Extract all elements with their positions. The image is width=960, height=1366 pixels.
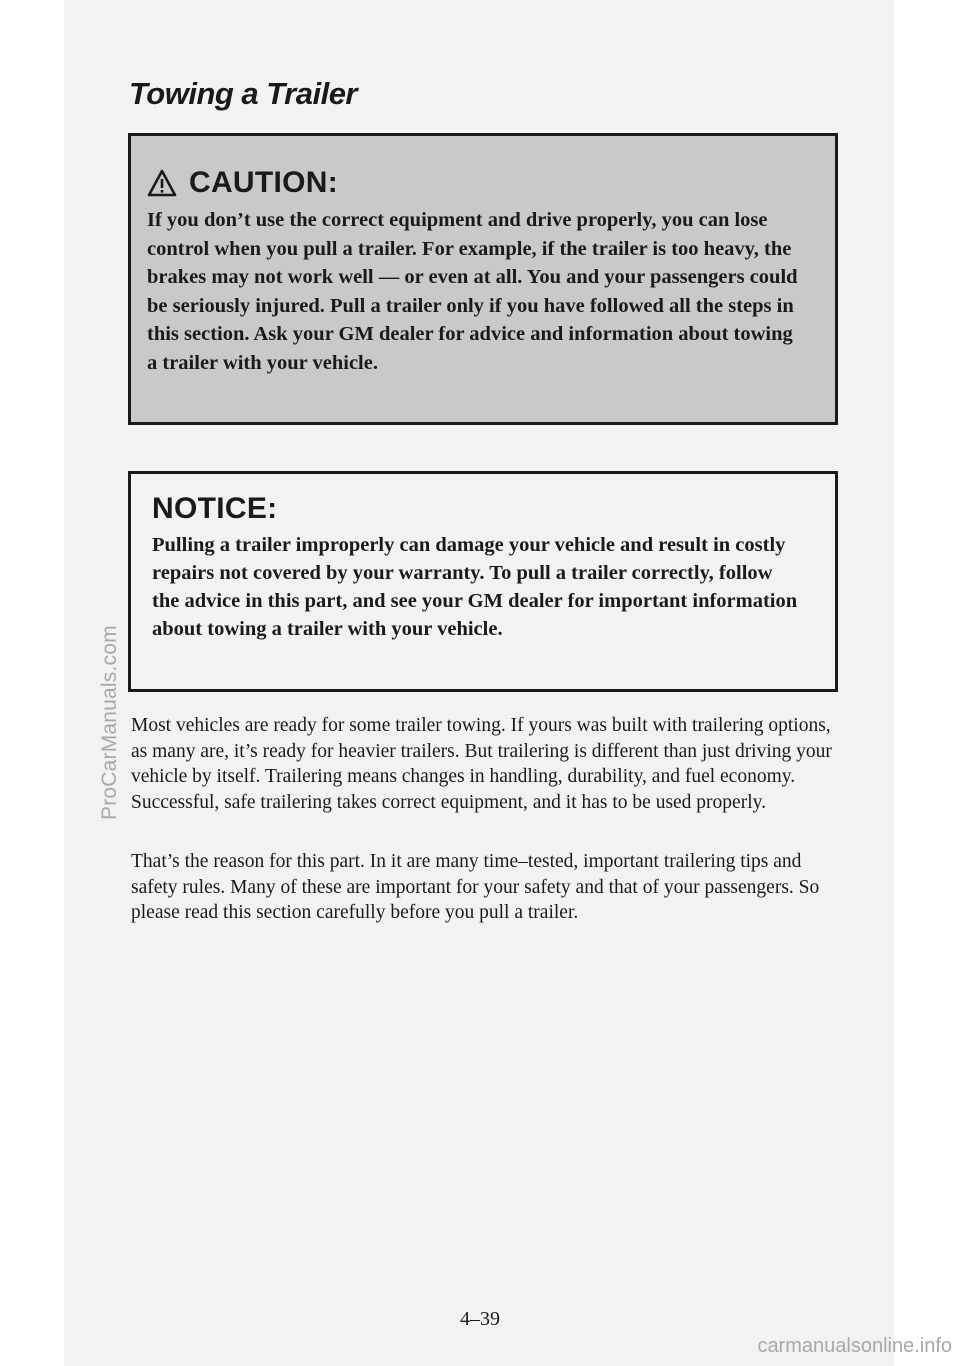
notice-text: Pulling a trailer improperly can damage your vehicle and result in costly repairs not covered by your warranty. To pull a trailer correctly, follow the advice in this part, and see your GM dealer for important information about towing a trailer with your vehicle. (152, 534, 798, 640)
page-number: 4–39 (460, 1308, 500, 1330)
notice-label: NOTICE: (152, 492, 278, 525)
page-title: Towing a Trailer (129, 76, 357, 111)
body-paragraph-1: Most vehicles are ready for some trailer towing. If yours was built with trailering options, as many are, it’s ready for heavier trailers. But trailering is different than just driving your vehicle by itself. Trailering means changes in handling, durability, and fuel economy. Successful, safe trailering takes correct equipment, and it has to be used properly. (131, 715, 832, 813)
bottom-watermark: carmanualsonline.info (757, 1335, 952, 1357)
caution-header (147, 166, 338, 200)
notice-box (128, 471, 838, 692)
caution-box (128, 133, 838, 425)
side-watermark: ProCarManuals.com (98, 625, 121, 820)
caution-label: CAUTION: (189, 166, 339, 199)
caution-text: If you don’t use the correct equipment and drive properly, you can lose control when you pull a trailer. For example, if the trailer is too heavy, the brakes may not work well — or even at all. You and your passengers could be seriously injured. Pull a trailer only if you have followed all the steps in this section. Ask your GM dealer for advice and information about towing a trailer with your vehicle. (147, 209, 798, 374)
warning-triangle-icon (147, 169, 177, 197)
body-paragraph-2: That’s the reason for this part. In it are many time–tested, important trailering tips and safety rules. Many of these are important for your safety and that of your passengers. So please read this section carefully before you pull a trailer. (131, 851, 820, 924)
